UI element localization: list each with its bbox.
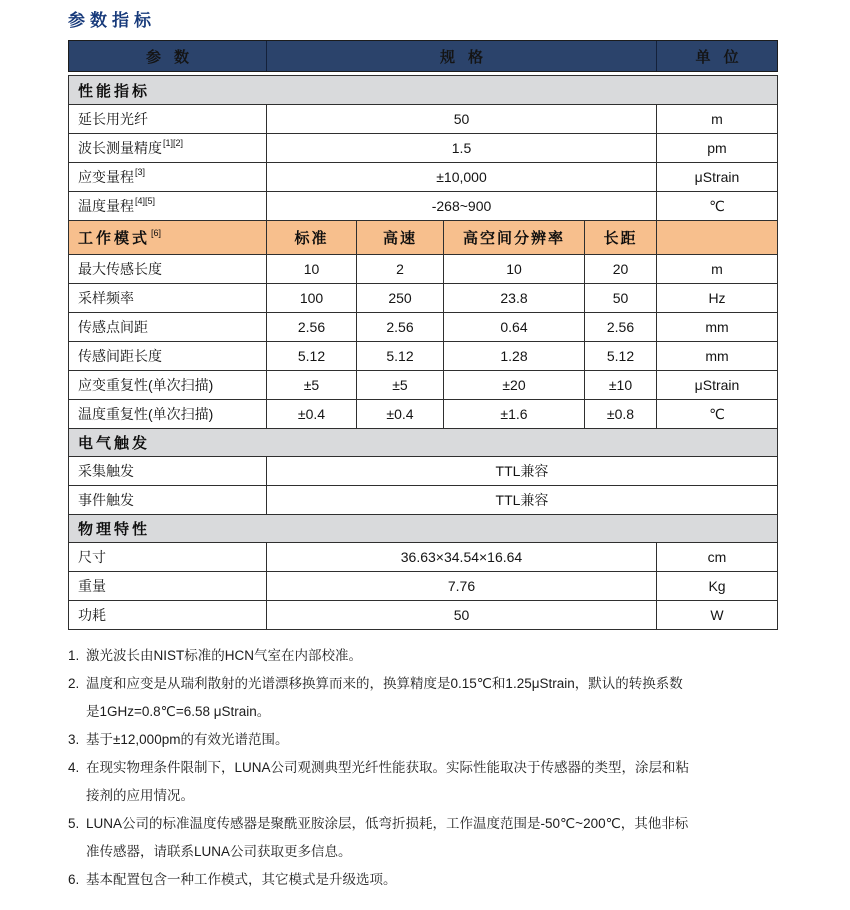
footnote-ref: [4][5] (135, 196, 156, 206)
row-value: ±0.8 (584, 400, 656, 428)
table-row-strain-repeatability (69, 370, 777, 399)
row-value: 2 (356, 255, 443, 283)
footnote-ref: [6] (151, 227, 162, 238)
page-title: 参数指标 (68, 11, 156, 30)
footnote-number: 1. (68, 648, 80, 663)
section-title: 电气触发 (78, 435, 151, 452)
footnote-text: 准传感器，请联系LUNA公司获取更多信息。 (86, 844, 352, 859)
table-body (68, 75, 778, 630)
row-value: 1.5 (266, 134, 656, 162)
row-value: 5.12 (266, 342, 356, 370)
mode-col-unit-empty (656, 221, 777, 254)
row-value: 2.56 (584, 313, 656, 341)
footnote-text: 激光波长由NIST标准的HCN气室在内部校准。 (86, 648, 362, 663)
footnote-number: 6. (68, 872, 80, 887)
row-label: 传感点间距 (78, 319, 148, 335)
footnote-number: 2. (68, 676, 80, 691)
row-value: ±1.6 (443, 400, 584, 428)
footnote-text: LUNA公司的标准温度传感器是聚酰亚胺涂层，低弯折损耗，工作温度范围是-50℃~200℃，其他非标 (86, 816, 689, 831)
row-label: 应变重复性(单次扫描) (78, 377, 214, 393)
row-value: 5.12 (356, 342, 443, 370)
row-value: 2.56 (356, 313, 443, 341)
row-label: 重量 (78, 578, 106, 594)
row-value: ±0.4 (266, 400, 356, 428)
col-header-unit: 单位 (656, 41, 777, 71)
row-value: 250 (356, 284, 443, 312)
row-value: 100 (266, 284, 356, 312)
row-value: ±20 (443, 371, 584, 399)
row-value: TTL兼容 (266, 486, 777, 514)
row-value: 20 (584, 255, 656, 283)
section-row-performance (69, 76, 777, 104)
footnote-text: 是1GHz=0.8℃=6.58 μStrain。 (86, 704, 271, 719)
section-row-physical (69, 514, 777, 542)
footnote-text: 在现实物理条件限制下，LUNA公司观测典型光纤性能获取。实际性能取决于传感器的类型，涂层和粘 (86, 760, 690, 775)
table-row-acquisition-trigger (69, 456, 777, 485)
row-unit: mm (656, 313, 777, 341)
footnote (68, 866, 786, 894)
row-value: 5.12 (584, 342, 656, 370)
table-row-sensing-point-spacing (69, 312, 777, 341)
row-unit: cm (656, 543, 777, 571)
footnotes (68, 642, 786, 894)
row-unit: pm (656, 134, 777, 162)
row-label: 采集触发 (78, 463, 134, 479)
row-value: ±10 (584, 371, 656, 399)
mode-col-highspeed: 高速 (356, 221, 443, 254)
row-label: 尺寸 (78, 549, 106, 565)
row-unit: mm (656, 342, 777, 370)
row-value: 50 (584, 284, 656, 312)
row-value: ±0.4 (356, 400, 443, 428)
footnote (68, 754, 786, 810)
section-title: 物理特性 (78, 521, 151, 538)
footnote-text: 基于±12,000pm的有效光谱范围。 (86, 732, 289, 747)
row-label: 延长用光纤 (78, 111, 148, 127)
table-row-power (69, 600, 777, 629)
footnote (68, 642, 786, 670)
table-row-dimensions (69, 542, 777, 571)
row-label: 采样频率 (78, 290, 134, 306)
mode-header-label: 工作模式 [6] (78, 227, 162, 247)
row-value: 10 (266, 255, 356, 283)
footnote (68, 670, 786, 726)
row-unit: ℃ (656, 400, 777, 428)
row-value: ±5 (266, 371, 356, 399)
row-value: 50 (266, 601, 656, 629)
row-label: 温度量程 [4][5] (78, 196, 156, 214)
row-value: 10 (443, 255, 584, 283)
row-label: 应变量程 [3] (78, 167, 146, 185)
row-label: 温度重复性(单次扫描) (78, 406, 214, 422)
row-unit: m (656, 105, 777, 133)
row-label: 波长测量精度 [1][2] (78, 138, 184, 156)
row-value: 1.28 (443, 342, 584, 370)
row-unit: m (656, 255, 777, 283)
mode-col-long-range: 长距 (584, 221, 656, 254)
table-row-extension-fiber (69, 104, 777, 133)
mode-col-high-resolution: 高空间分辨率 (443, 221, 584, 254)
table-row-max-sensing-length (69, 254, 777, 283)
row-value: TTL兼容 (266, 457, 777, 485)
col-header-spec: 规格 (266, 41, 656, 71)
table-row-strain-range (69, 162, 777, 191)
footnote-text: 温度和应变是从瑞利散射的光谱漂移换算而来的，换算精度是0.15℃和1.25μStrain，默认的转换系数 (86, 676, 683, 691)
table-row-temperature-range (69, 191, 777, 220)
row-unit: Kg (656, 572, 777, 600)
table-header-row (68, 40, 778, 72)
table-row-gauge-length (69, 341, 777, 370)
table-row-event-trigger (69, 485, 777, 514)
row-value: ±10,000 (266, 163, 656, 191)
row-unit: Hz (656, 284, 777, 312)
table-row-weight (69, 571, 777, 600)
row-unit: ℃ (656, 192, 777, 220)
row-value: 50 (266, 105, 656, 133)
row-value: 23.8 (443, 284, 584, 312)
table-row-temperature-repeatability (69, 399, 777, 428)
row-value: ±5 (356, 371, 443, 399)
row-value: 0.64 (443, 313, 584, 341)
row-unit: μStrain (656, 163, 777, 191)
footnote-number: 4. (68, 760, 80, 775)
row-value: -268~900 (266, 192, 656, 220)
footnote (68, 810, 786, 866)
footnote-ref: [1][2] (163, 138, 184, 148)
footnote (68, 726, 786, 754)
section-title: 性能指标 (78, 82, 151, 100)
row-label: 事件触发 (78, 492, 134, 508)
row-label: 传感间距长度 (78, 348, 162, 364)
row-value: 7.76 (266, 572, 656, 600)
footnote-ref: [3] (135, 167, 146, 177)
row-unit: W (656, 601, 777, 629)
footnote-number: 3. (68, 732, 80, 747)
section-row-electrical (69, 428, 777, 456)
row-label: 最大传感长度 (78, 261, 162, 277)
row-unit: μStrain (656, 371, 777, 399)
mode-header-row (69, 220, 777, 254)
footnote-text: 接剂的应用情况。 (86, 788, 194, 803)
row-value: 36.63×34.54×16.64 (266, 543, 656, 571)
mode-col-standard: 标准 (266, 221, 356, 254)
spec-table (68, 40, 778, 630)
row-label: 功耗 (78, 607, 106, 623)
table-row-sample-rate (69, 283, 777, 312)
footnote-text: 基本配置包含一种工作模式，其它模式是升级选项。 (86, 872, 397, 887)
table-row-wavelength-accuracy (69, 133, 777, 162)
footnote-number: 5. (68, 816, 80, 831)
col-header-param: 参数 (145, 48, 202, 66)
row-value: 2.56 (266, 313, 356, 341)
